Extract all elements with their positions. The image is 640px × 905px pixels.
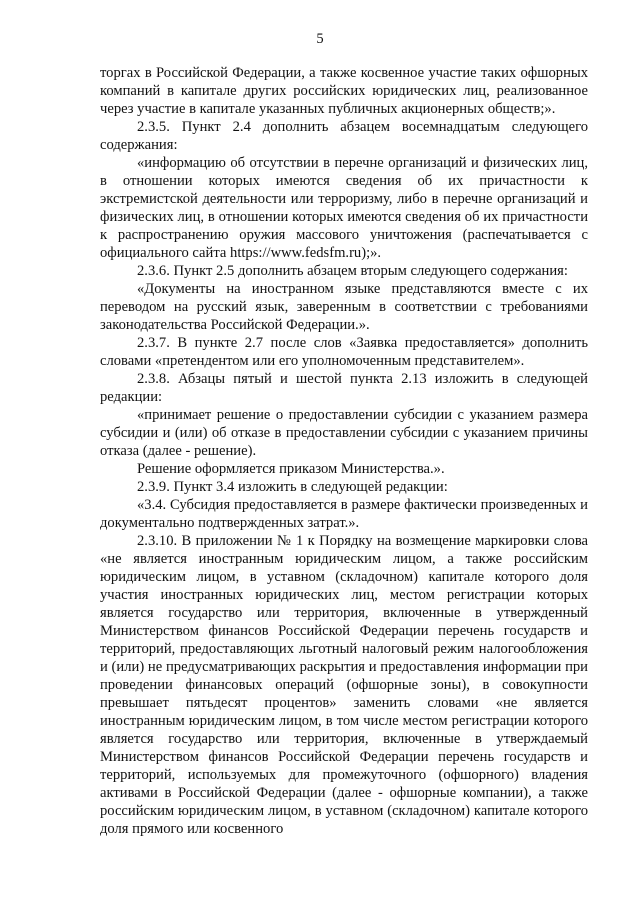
paragraph: 2.3.6. Пункт 2.5 дополнить абзацем вторым следующего содержания: <box>137 263 568 279</box>
paragraph: 2.3.8. Абзацы пятый и шестой пункта 2.13 изложить в следующей редакции: <box>100 371 588 405</box>
document-body <box>100 64 588 838</box>
paragraph: 2.3.9. Пункт 3.4 изложить в следующей редакции: <box>137 479 448 495</box>
paragraph: 2.3.10. В приложении № 1 к Порядку на возмещение маркировки слова «не является иностранным юридическим лицом, а также российским юридическим лицом, в уставном (складочном) капитале которого доля участия иностранных юридических лиц, местом регистрации которых является государство или территория, включенные в утвержденный Министерством финансов Российской Федерации перечень государств и территорий, предоставляющих льготный налоговый режим налогообложения и (или) не предусматривающих раскрытия и предоставления информации при проведении финансовых операций (офшорные зоны), в совокупности превышает пятьдесят процентов» заменить словами «не является иностранным юридическим лицом, в том числе местом регистрации которого является государство или территория, включенные в утверждаемый Министерством финансов Российской Федерации перечень государств и территорий, используемых для промежуточного (офшорного) владения активами в Российской Федерации (далее - офшорные компании), а также российским юридическим лицом, в уставном (складочном) капитале которого доля прямого или косвенного <box>100 533 588 837</box>
page-number: 5 <box>316 31 324 47</box>
paragraph: 2.3.7. В пункте 2.7 после слов «Заявка предоставляется» дополнить словами «претендентом или его уполномоченным представителем». <box>100 335 588 369</box>
paragraph: Решение оформляется приказом Министерства.». <box>137 461 445 477</box>
paragraph: 2.3.5. Пункт 2.4 дополнить абзацем восемнадцатым следующего содержания: <box>100 119 588 153</box>
paragraph: торгах в Российской Федерации, а также косвенное участие таких офшорных компаний в капитале других российских юридических лиц, реализованное через участие в капитале указанных публичных акционерных обществ;». <box>100 65 588 117</box>
paragraph: «принимает решение о предоставлении субсидии с указанием размера субсидии и (или) об отказе в предоставлении субсидии с указанием причины отказа (далее - решение). <box>100 407 588 459</box>
paragraph: «информацию об отсутствии в перечне организаций и физических лиц, в отношении которых имеются сведения об их причастности к экстремистской деятельности или терроризму, либо в перечне организаций и физических лиц, в отношении которых имеются сведения об их причастности к распространению оружия массового уничтожения (распечатывается с официального сайта https://www.fedsfm.ru);». <box>100 155 588 261</box>
paragraph: «Документы на иностранном языке представляются вместе с их переводом на русский язык, заверенным в соответствии с требованиями законодательства Российской Федерации.». <box>100 281 588 333</box>
paragraph: «3.4. Субсидия предоставляется в размере фактически произведенных и документально подтвержденных затрат.». <box>100 497 588 531</box>
